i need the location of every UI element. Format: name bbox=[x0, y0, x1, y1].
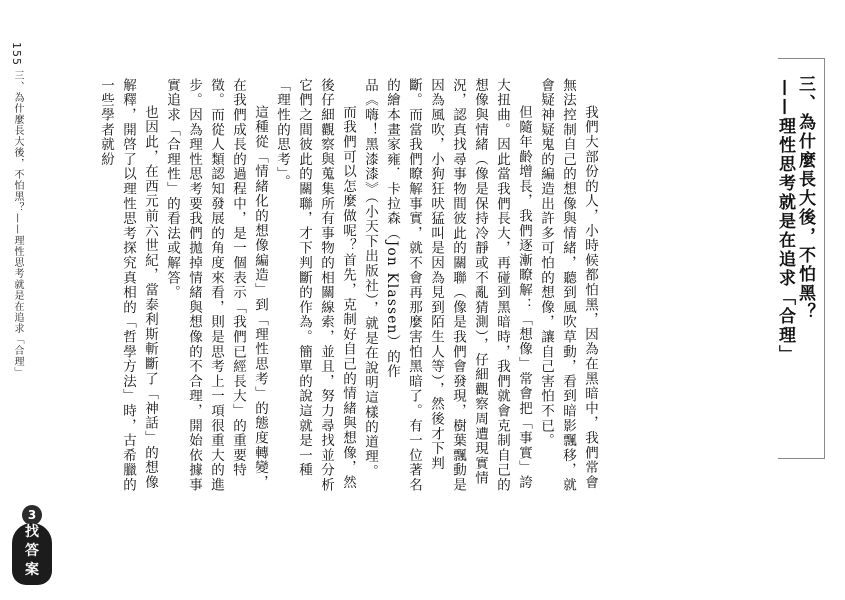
chapter-title: 三、為什麼長大後，不怕黑？ bbox=[795, 75, 815, 322]
logo-char: 找 bbox=[25, 524, 39, 540]
paragraph-5: 這種從「情緒化的想像編造」到「理性思考」的態度轉變，在我們成長的過程中，是一個表示「我們已經長大」的重要特徵。而從人類認知發展的角度來看，則是思考上一項很重大的進步。因為理性思考要我們拋掉情緒與想像的不合理，開始依據事實追求「合理性」的看法或解答。 bbox=[164, 78, 268, 493]
page-number: 155 bbox=[10, 42, 23, 66]
paragraph-6: 也因此，在西元前六世紀，當泰利斯斬斷了「神話」的想像解釋，開啓了以理性思考探究真相的「哲學方法」時，古希臘的一些學者就紛 bbox=[98, 78, 158, 493]
paragraph-4: 而我們可以怎麼做呢？首先，克制好自己的情緒與想像，然後仔細觀察與蒐集所有事物的相關線索，並且，努力尋找並分析它們之間彼此的關聯，才下判斷的作為。簡單的說這就是一種「理性的思考」。 bbox=[274, 78, 356, 493]
logo-char: 案 bbox=[25, 562, 39, 578]
series-logo bbox=[8, 505, 54, 589]
chapter-subtitle: ——理性思考就是在追求「合理」 bbox=[775, 79, 795, 364]
logo-stack bbox=[12, 523, 52, 585]
paragraph-3: 品《嗨！黑漆漆》（小天下出版社），就是在說明這樣的道理。 bbox=[362, 78, 378, 479]
logo-number: 3 bbox=[22, 505, 42, 525]
chapter-heading-box bbox=[775, 58, 825, 459]
logo-char: 答 bbox=[25, 543, 39, 559]
paragraph-1: 我們大部份的人，小時候都怕黑，因為在黑暗中，我們常會無法控制自己的想像與情緒，聽到風吹草動，看到暗影飄移，就會疑神疑鬼的編造出許多可怕的想像，讓自己害怕不已。 bbox=[538, 78, 598, 493]
running-header: 三、為什麼長大後，不怕黑？——理性思考就是在追求「合理」 bbox=[12, 70, 23, 378]
body-text bbox=[95, 78, 601, 498]
paragraph-2: 但隨年齡增長，我們逐漸瞭解：「想像」常會把「事實」誇大扭曲。因此當我們長大，再碰到黑暗時，我們就會克制自己的想像與情緒（像是保持冷靜或不亂猜測），仔細觀察周遭現實情況，認真找尋事物間彼此的關聯（像是我們會發現，樹葉飄動是因為風吹，小狗狂吠猛叫是因為見到陌生人等），然後才下判斷。而當我們瞭解事實，就不會再那麼害怕黑暗了。有一位著名的繪本畫家雍．卡拉森（Jon Klassen）的作 bbox=[384, 78, 532, 493]
body-text-area bbox=[95, 78, 745, 518]
